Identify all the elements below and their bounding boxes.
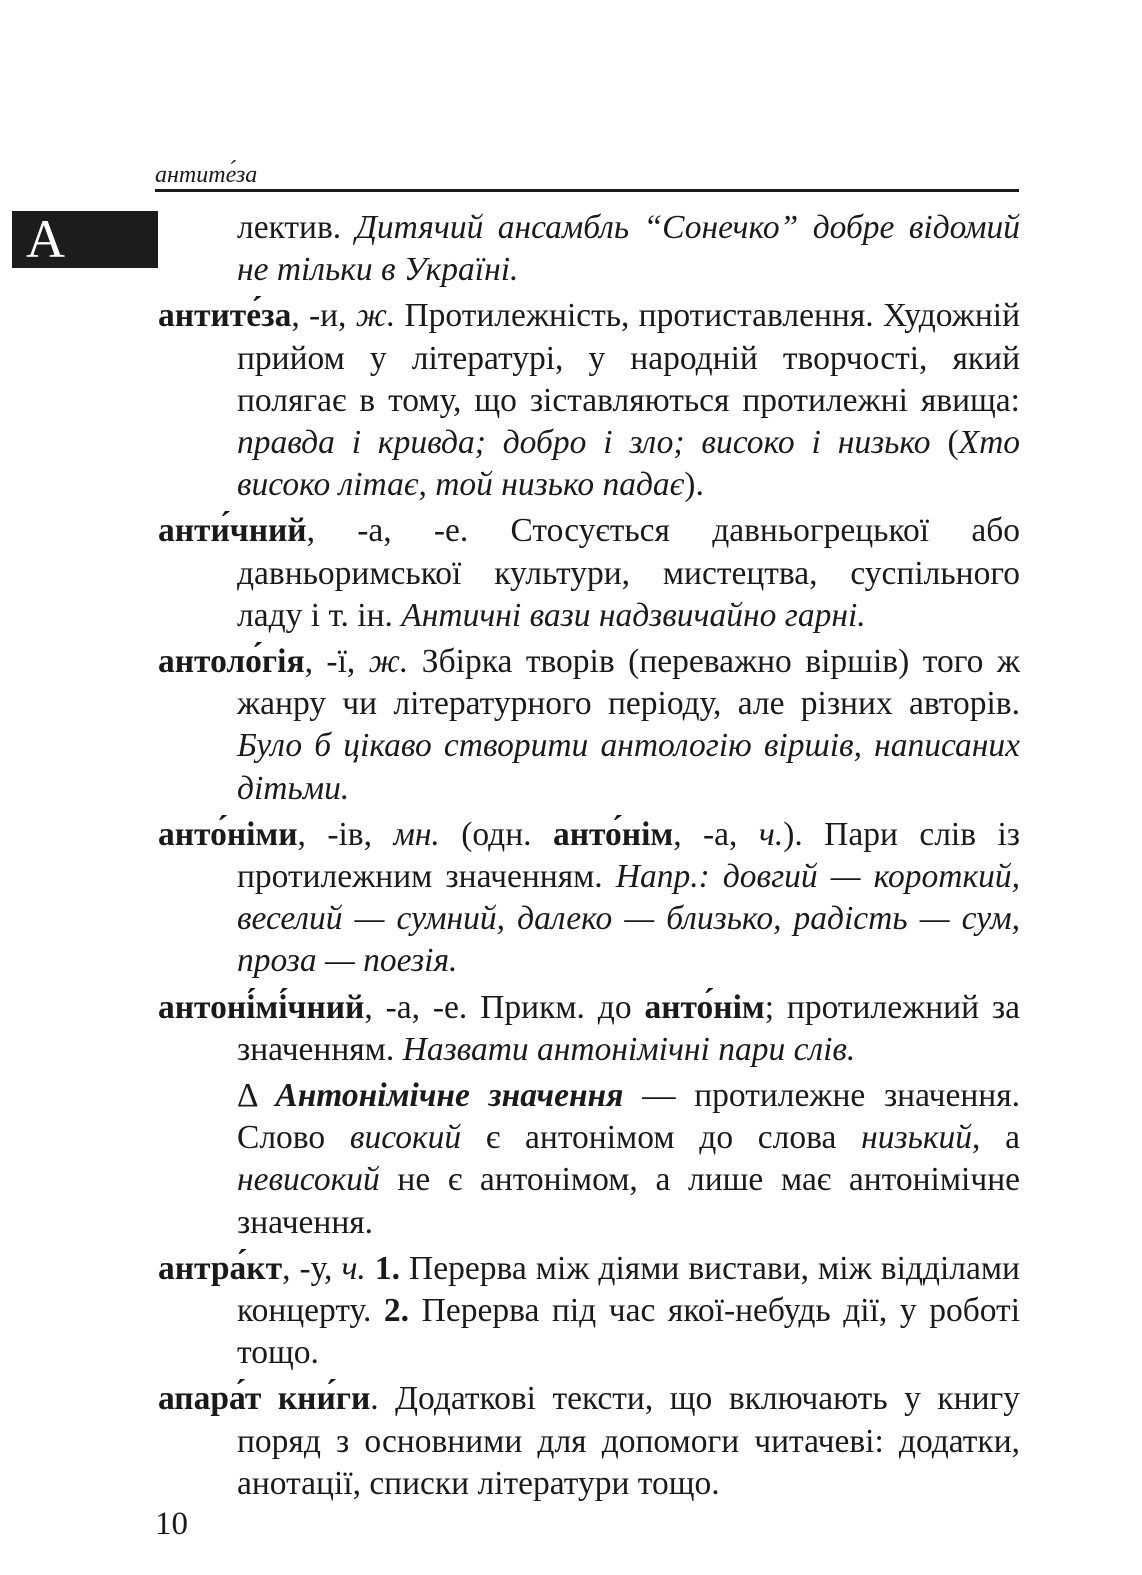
running-head: антите́за xyxy=(155,162,258,188)
headword: антра́кт xyxy=(158,1249,283,1287)
headword: антоло́гія xyxy=(158,643,305,681)
grammar-label: ч. xyxy=(758,815,784,853)
example-text: правда і кривда; добро і зло; високо і низько xyxy=(237,424,931,462)
example-text: Дитячий ансамбль “Сонечко” добре відомий не тільки в Україні. xyxy=(237,209,1020,289)
delta-mark: Δ xyxy=(237,1077,276,1115)
cross-reference: анто́нім xyxy=(644,988,765,1026)
entry-antonimichnyi-phrase: Δ Антонімічне значення — протилежне значення. Слово високий є антонімом до слова низький, а невисокий не є антонімом, а лише має антонімічне значення. xyxy=(237,1077,1020,1241)
grammar-label: ж. xyxy=(355,297,396,335)
example-text: Античні вази надзвичайно гарні. xyxy=(401,596,866,634)
header-rule xyxy=(155,189,1019,192)
example-text: Було б цікаво створити антологію віршів, написаних дітьми. xyxy=(237,727,1020,807)
entry-aparat-knyhy: апара́т кни́ги. Додаткові тексти, що включають у книгу поряд з основними для допомоги читачеві: додатки, анотації, списки літератури тощо. xyxy=(158,1380,1021,1502)
headword-singular: анто́нім xyxy=(552,815,674,853)
page-number: 10 xyxy=(155,1506,188,1542)
entry-antonimichnyi: антоні́мі́чний, -а, -е. Прикм. до анто́нім; протилежний за значенням. Назвати антонімічні пари слів. xyxy=(158,988,1020,1068)
grammar-label: ч. xyxy=(341,1249,366,1287)
grammar-label: ж. xyxy=(368,643,409,681)
example-text: Напр.: довгий — короткий, веселий — сумний, далеко — близько, радість — сум, проза — поезія. xyxy=(237,858,1020,980)
grammar-label: мн. xyxy=(393,815,440,853)
headword: антите́за xyxy=(158,297,292,335)
sense-number: 2. xyxy=(383,1292,410,1330)
example-text: Назвати антонімічні пари слів. xyxy=(402,1030,856,1068)
headword: апара́т кни́ги xyxy=(158,1380,371,1418)
section-letter-tab: А xyxy=(12,211,158,268)
entry-continuation: лектив. Дитячий ансамбль “Сонечко” добре відомий не тільки в Україні. xyxy=(237,209,1020,289)
entry-antrakt: антра́кт, -у, ч. 1. Перерва між діями вистави, між відділами концерту. 2. Перерва під час якої-небудь дії, у роботі тощо. xyxy=(158,1249,1020,1372)
headword: анти́чний xyxy=(158,512,307,550)
entry-antolohiia: антоло́гія, -ї, ж. Збірка творів (переважно віршів) того ж жанру чи літературного періоду, але різних авторів. Було б цікаво створити антологію віршів, написаних дітьми. xyxy=(158,643,1020,807)
headword: антоні́мі́чний xyxy=(158,988,365,1026)
entry-antonimy: анто́німи, -ів, мн. (одн. анто́нім, -а, ч.). Пари слів із протилежним значенням. Напр.: довгий — короткий, веселий — сумний, далеко — близько, радість — сум, проза — поезія. xyxy=(158,815,1021,980)
entry-antiteza: антите́за, -и, ж. Протилежність, протиставлення. Художній прийом у літературі, у народній творчості, який полягає в тому, що зіставляються протилежні явища: правда і кривда; добро і зло; високо і низько (Хто високо літає, той низько падає). xyxy=(158,297,1021,504)
sense-number: 1. xyxy=(374,1249,400,1287)
dictionary-body xyxy=(158,207,1020,1505)
entry-antychnyi: анти́чний, -а, -е. Стосується давньогрецької або давньоримської культури, мистецтва, суспільного ладу і т. ін. Античні вази надзвичайно гарні. xyxy=(158,512,1020,634)
example-text: Хто високо літає, той низько падає xyxy=(237,424,1021,504)
headword: анто́німи xyxy=(158,815,298,853)
phrase-term: Антонімічне значення xyxy=(275,1077,624,1115)
